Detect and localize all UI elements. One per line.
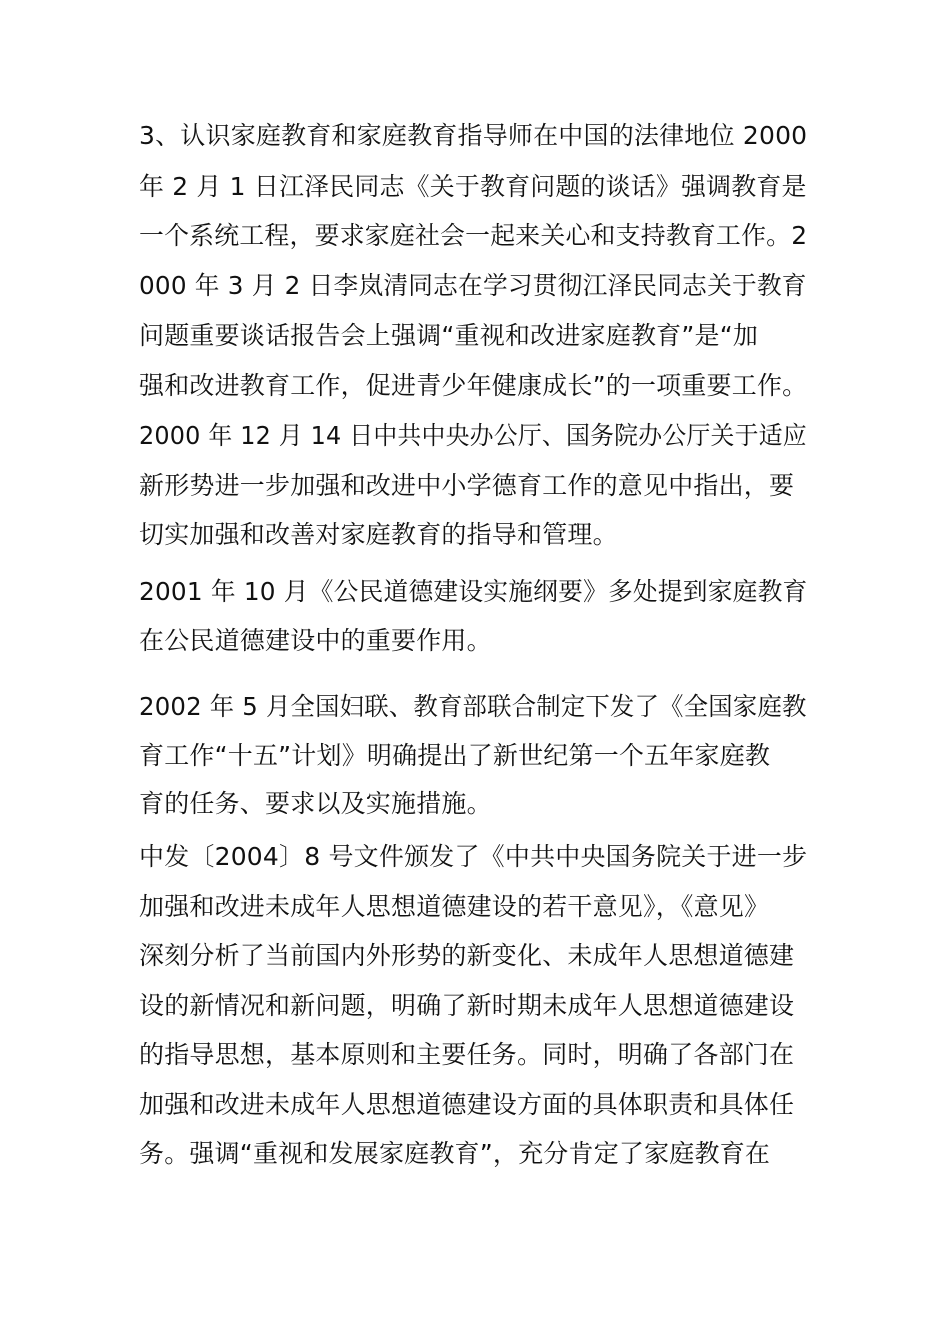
text-line: 育的任务、要求以及实施措施。	[139, 789, 492, 818]
text-line: 2002 年 5 月全国妇联、教育部联合制定下发了《全国家庭教	[139, 692, 807, 721]
text-line: 加强和改进未成年人思想道德建设的若干意见》，《意见》	[139, 892, 770, 921]
text-line: 加强和改进未成年人思想道德建设方面的具体职责和具体任	[139, 1090, 795, 1119]
text-line: 的指导思想，基本原则和主要任务。同时，明确了各部门在	[139, 1040, 795, 1069]
text-line: 在公民道德建设中的重要作用。	[139, 626, 492, 655]
text-line: 育工作“十五”计划》明确提出了新世纪第一个五年家庭教	[139, 741, 771, 770]
text-line: 设的新情况和新问题，明确了新时期未成年人思想道德建设	[139, 991, 795, 1020]
text-line: 000 年 3 月 2 日李岚清同志在学习贯彻江泽民同志关于教育	[139, 271, 807, 300]
text-line: 一个系统工程，要求家庭社会一起来关心和支持教育工作。2	[139, 221, 808, 250]
text-line: 深刻分析了当前国内外形势的新变化、未成年人思想道德建	[139, 941, 795, 970]
text-line: 2001 年 10 月《公民道德建设实施纲要》多处提到家庭教育	[139, 577, 808, 606]
text-line: 务。强调“重视和发展家庭教育”，充分肯定了家庭教育在	[139, 1139, 771, 1168]
text-line: 切实加强和改善对家庭教育的指导和管理。	[139, 520, 618, 549]
text-line: 中发〔2004〕8 号文件颁发了《中共中央国务院关于进一步	[139, 842, 808, 871]
text-line: 3、认识家庭教育和家庭教育指导师在中国的法律地位 2000	[139, 121, 808, 150]
text-line: 新形势进一步加强和改进中小学德育工作的意见中指出，要	[139, 471, 795, 500]
text-line: 2000 年 12 月 14 日中共中央办公厅、国务院办公厅关于适应	[139, 421, 807, 450]
text-line: 年 2 月 1 日江泽民同志《关于教育问题的谈话》强调教育是	[139, 172, 807, 201]
text-line: 强和改进教育工作，促进青少年健康成长”的一项重要工作。	[139, 371, 808, 400]
text-line: 问题重要谈话报告会上强调“重视和改进家庭教育”是“加	[139, 321, 759, 350]
